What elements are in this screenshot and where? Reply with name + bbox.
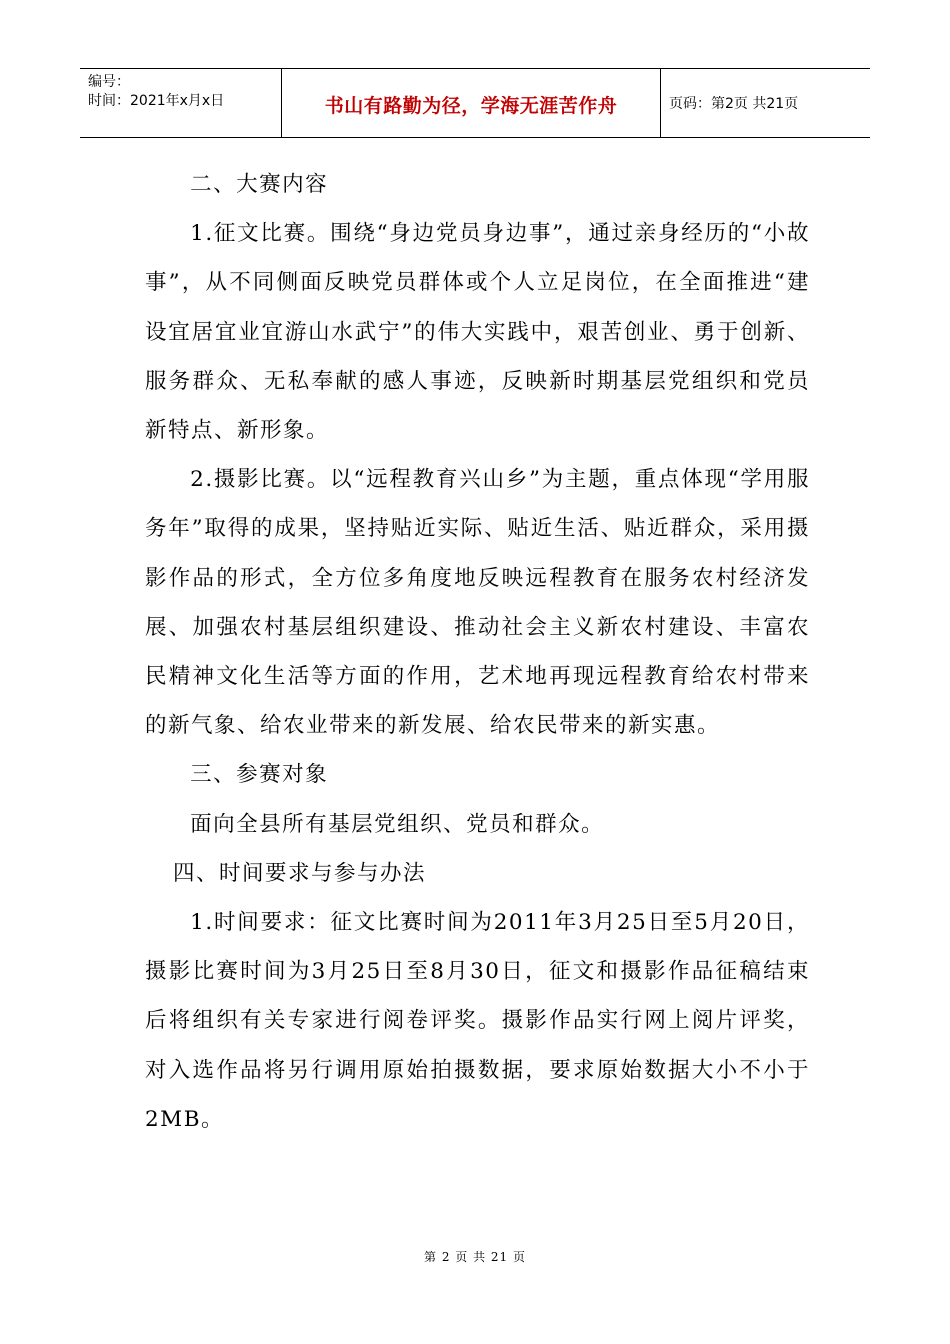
paragraph-photo-contest: 2.摄影比赛。以“远程教育兴山乡”为主题，重点体现“学用服务年”取得的成果，坚持贴近实际、贴近生活、贴近群众，采用摄影作品的形式，全方位多角度地反映远程教育在服务农村经济发展、加强农村基层组织建设、推动社会主义新农村建设、丰富农民精神文化生活等方面的作用，艺术地再现远程教育给农村带来的新气象、给农业带来的新发展、给农民带来的新实惠。 <box>145 467 810 739</box>
header-meta-cell <box>80 69 282 137</box>
document-body <box>145 160 810 1144</box>
document-time-label: 时间：2021年x月x日 <box>88 93 225 109</box>
section-heading-participants: 三、参赛对象 <box>190 762 329 788</box>
page-footer <box>0 1248 950 1265</box>
footer-page-number: 第 2 页 共 21 页 <box>424 1250 526 1264</box>
paragraph-essay-contest: 1.征文比赛。围绕“身边党员身边事”，通过亲身经历的“小故事”，从不同侧面反映党员群体或个人立足岗位，在全面推进“建设宜居宜业宜游山水武宁”的伟大实践中，艰苦创业、勇于创新、服务群众、无私奉献的感人事迹，反映新时期基层党组织和党员新特点、新形象。 <box>145 221 810 444</box>
paragraph-participants: 面向全县所有基层党组织、党员和群众。 <box>190 811 605 837</box>
section-heading-content: 二、大赛内容 <box>190 172 329 197</box>
header-page-label: 页码：第2页 共21页 <box>669 96 799 112</box>
section-heading-time: 四、时间要求与参与办法 <box>172 860 426 886</box>
document-header <box>80 68 870 138</box>
header-page-cell <box>661 69 870 137</box>
paragraph-time-requirements: 1.时间要求：征文比赛时间为2011年3月25日至5月20日，摄影比赛时间为3月25日至8月30日，征文和摄影作品征稿结束后将组织有关专家进行阅卷评奖。摄影作品实行网上阅片评奖，对入选作品将另行调用原始拍摄数据，要求原始数据大小不小于2MB。 <box>145 910 810 1132</box>
header-motto-cell <box>282 69 661 137</box>
document-number-label: 编号： <box>88 74 130 90</box>
header-motto: 书山有路勤为径，学海无涯苦作舟 <box>324 94 618 117</box>
